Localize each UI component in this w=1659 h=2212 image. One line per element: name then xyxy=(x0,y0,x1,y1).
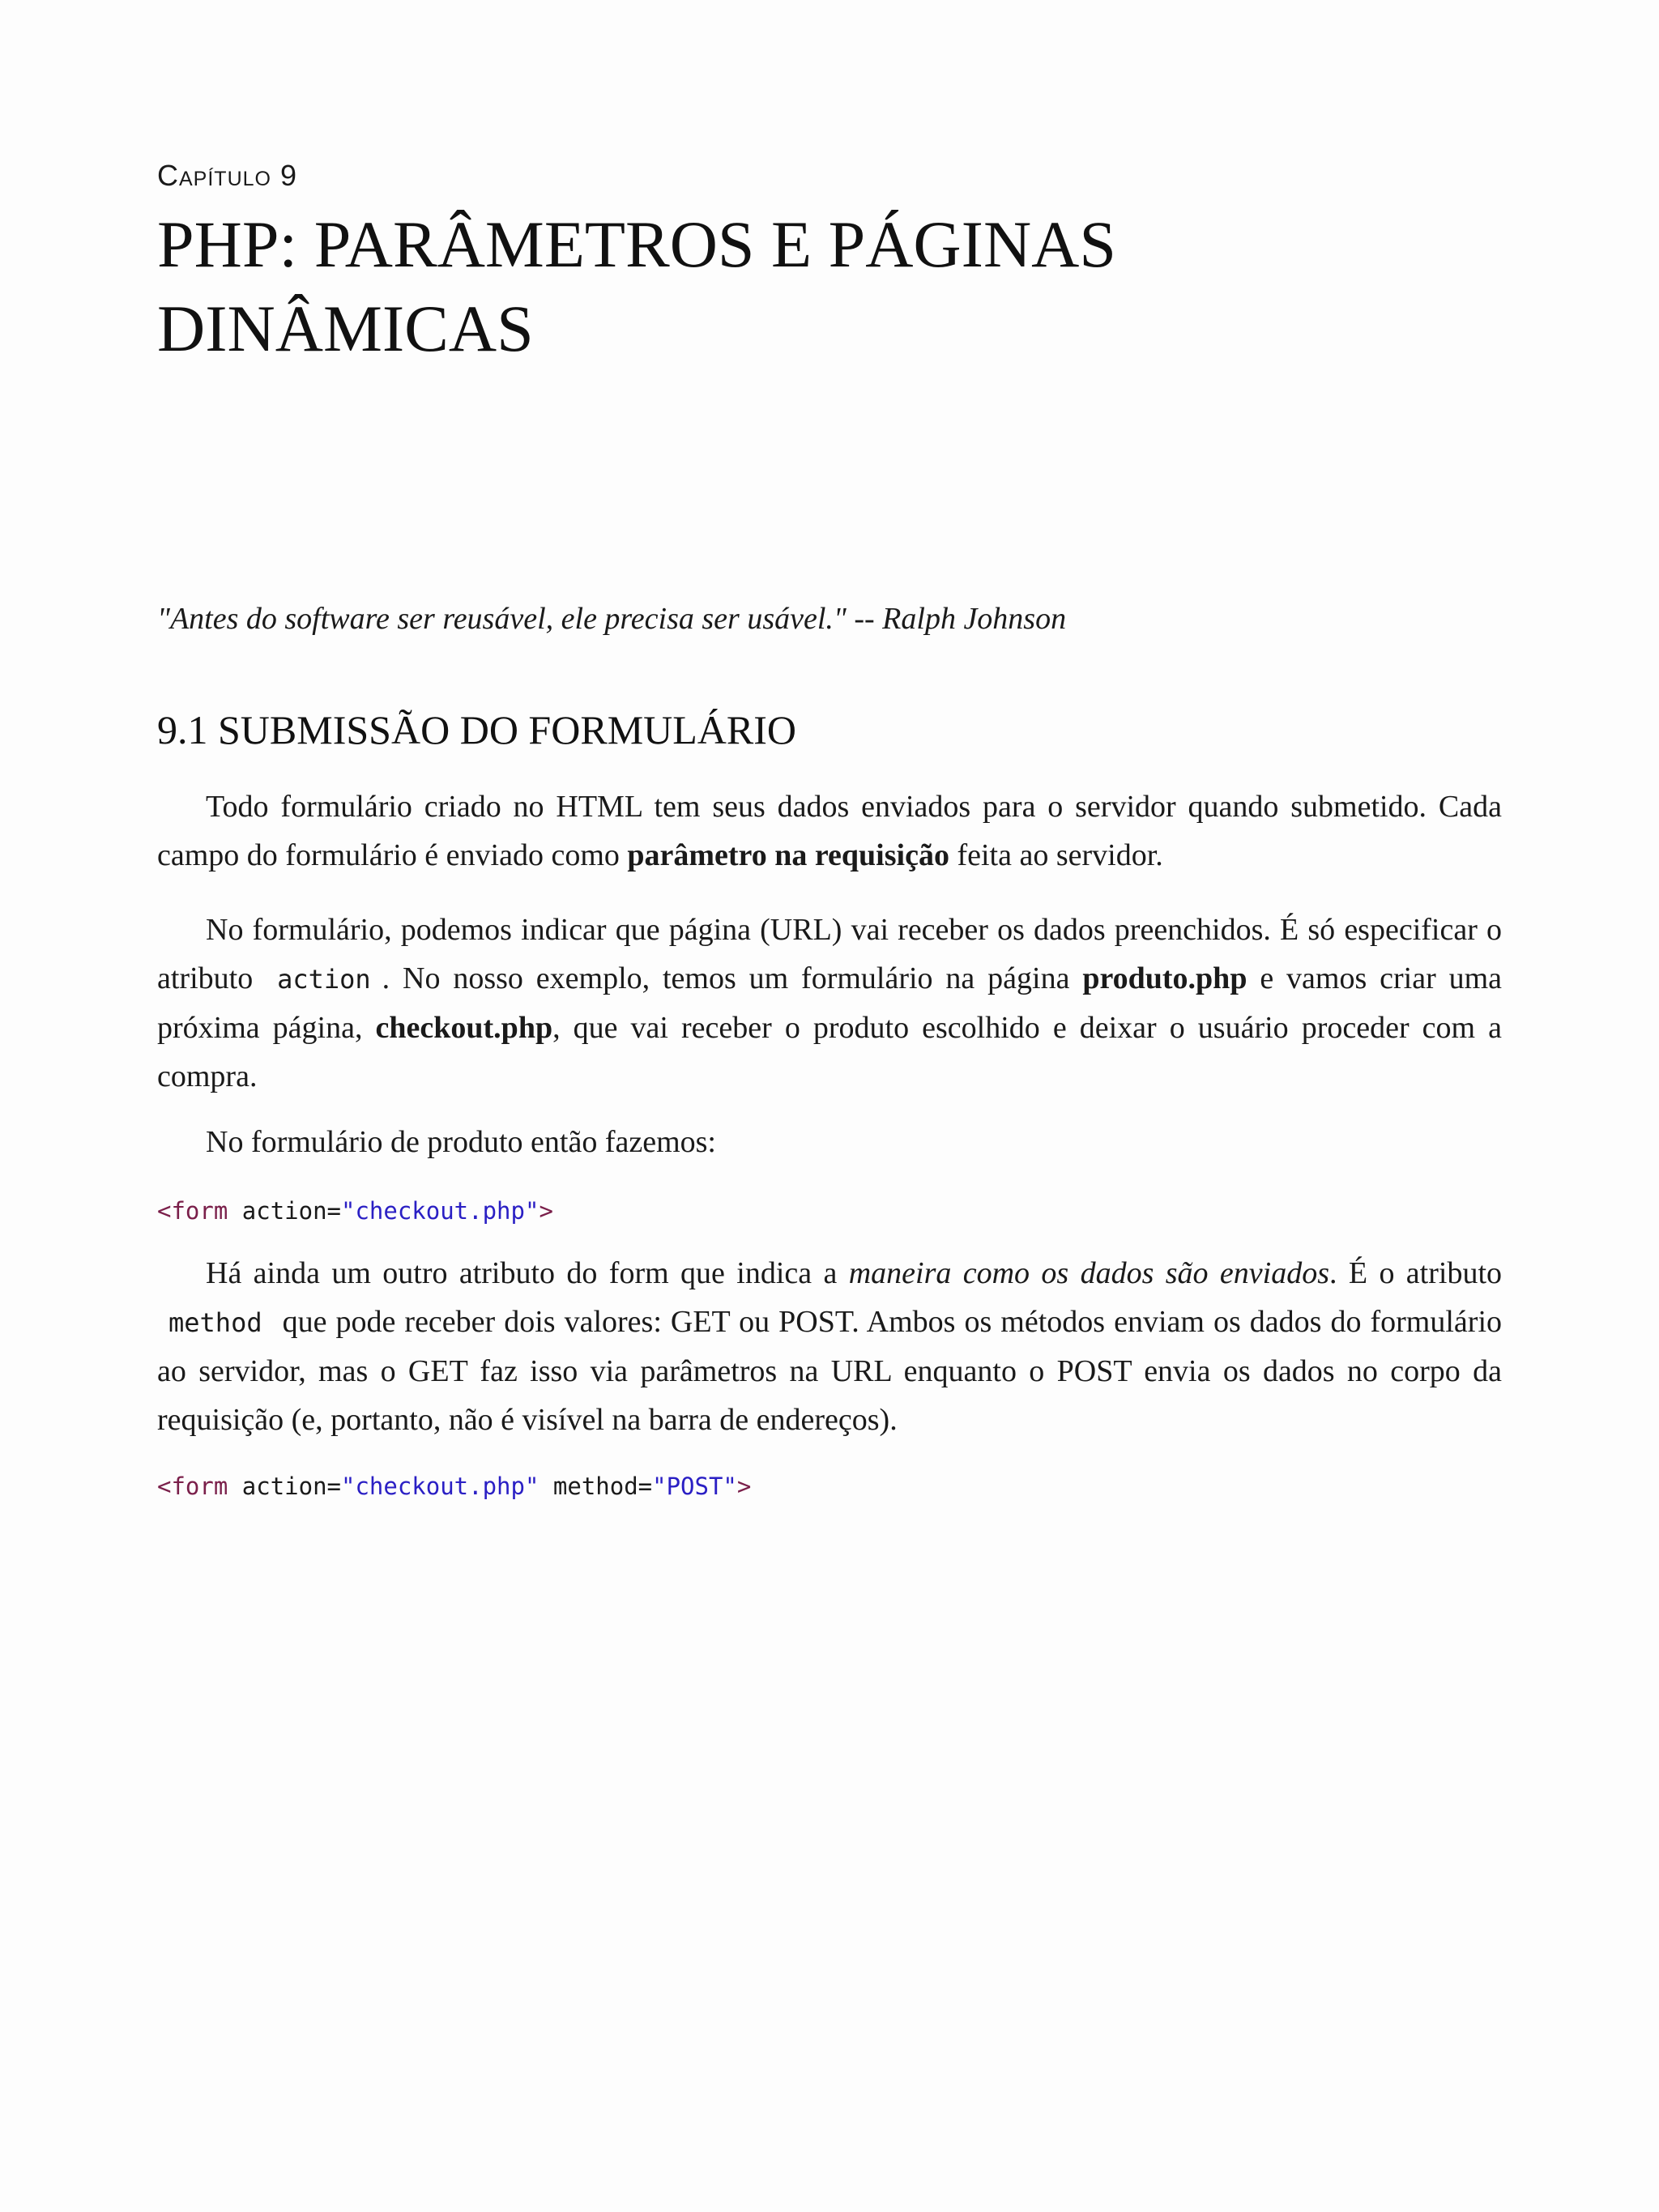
section-title: 9.1 SUBMISSÃO DO FORMULÁRIO xyxy=(157,707,797,752)
paragraph-3 xyxy=(157,1118,1502,1166)
paragraph-3-container xyxy=(157,1118,1502,1166)
paragraph-1-container xyxy=(157,782,1502,880)
paragraph-2 xyxy=(157,906,1502,1101)
paragraph-4 xyxy=(157,1249,1502,1444)
epigraph-quote: "Antes do software ser reusável, ele precisa ser usável." -- Ralph Johnson xyxy=(157,602,1067,636)
paragraph-4-italic: maneira como os dados são enviados xyxy=(848,1256,1329,1290)
paragraph-2-bold-produto: produto.php xyxy=(1082,961,1247,995)
code-1-value-action: "checkout.php" xyxy=(341,1197,539,1225)
code-1-attr-action: action= xyxy=(228,1197,341,1225)
inline-code-action: action xyxy=(277,964,371,995)
paragraph-2-text-a: No formulário, podemos indicar que página (URL) vai receber os dados preenchidos. É só especificar o atributo xyxy=(157,913,1502,995)
chapter-label: Capítulo 9 xyxy=(157,159,297,192)
paragraph-4-text-c: que pode receber dois valores: GET ou POST. Ambos os métodos enviam os dados do formulário ao servidor, mas o GET faz isso via parâmetros na URL enquanto o POST envia os dados no corpo da requisição (e, portanto, não é visível na barra de endereços). xyxy=(157,1305,1502,1437)
inline-code-method: method xyxy=(168,1307,262,1338)
code-2-attr-method: method= xyxy=(539,1473,653,1500)
code-block-2 xyxy=(157,1473,1502,1500)
code-1-tag-open: <form xyxy=(157,1197,228,1225)
paragraph-1-text-a: Todo formulário criado no HTML tem seus dados enviados para o servidor quando submetido. Cada campo do formulário é enviado como xyxy=(157,790,1502,872)
code-2-value-method: "POST" xyxy=(652,1473,737,1500)
code-block-1 xyxy=(157,1197,1502,1225)
paragraph-2-text-b: . No nosso exemplo, temos um formulário na página xyxy=(382,961,1083,995)
paragraph-2-bold-checkout: checkout.php xyxy=(375,1011,553,1045)
paragraph-1-bold: parâmetro na requisição xyxy=(627,838,949,872)
chapter-title: PHP: PARÂMETROS E PÁGINAS DINÂMICAS xyxy=(157,207,1116,365)
paragraph-4-text-b: . É o atributo xyxy=(1328,1256,1503,1290)
code-2-tag-close: > xyxy=(736,1473,752,1500)
paragraph-2-text-d: , que vai receber o produto escolhido e deixar o usuário proceder com a compra. xyxy=(157,1011,1502,1093)
paragraph-3-text: No formulário de produto então fazemos: xyxy=(206,1125,716,1159)
paragraph-2-container xyxy=(157,906,1502,1101)
code-1-tag-close: > xyxy=(539,1197,553,1225)
paragraph-4-container xyxy=(157,1249,1502,1444)
paragraph-4-text-a: Há ainda um outro atributo do form que indica a xyxy=(206,1256,849,1290)
code-2-attr-action: action= xyxy=(228,1473,341,1500)
paragraph-2-text-c: e vamos criar uma próxima página, xyxy=(157,961,1503,1045)
paragraph-1 xyxy=(157,782,1502,880)
code-2-tag-open: <form xyxy=(157,1473,228,1500)
paragraph-1-text-b: feita ao servidor. xyxy=(949,838,1163,872)
code-2-value-action: "checkout.php" xyxy=(341,1473,539,1500)
